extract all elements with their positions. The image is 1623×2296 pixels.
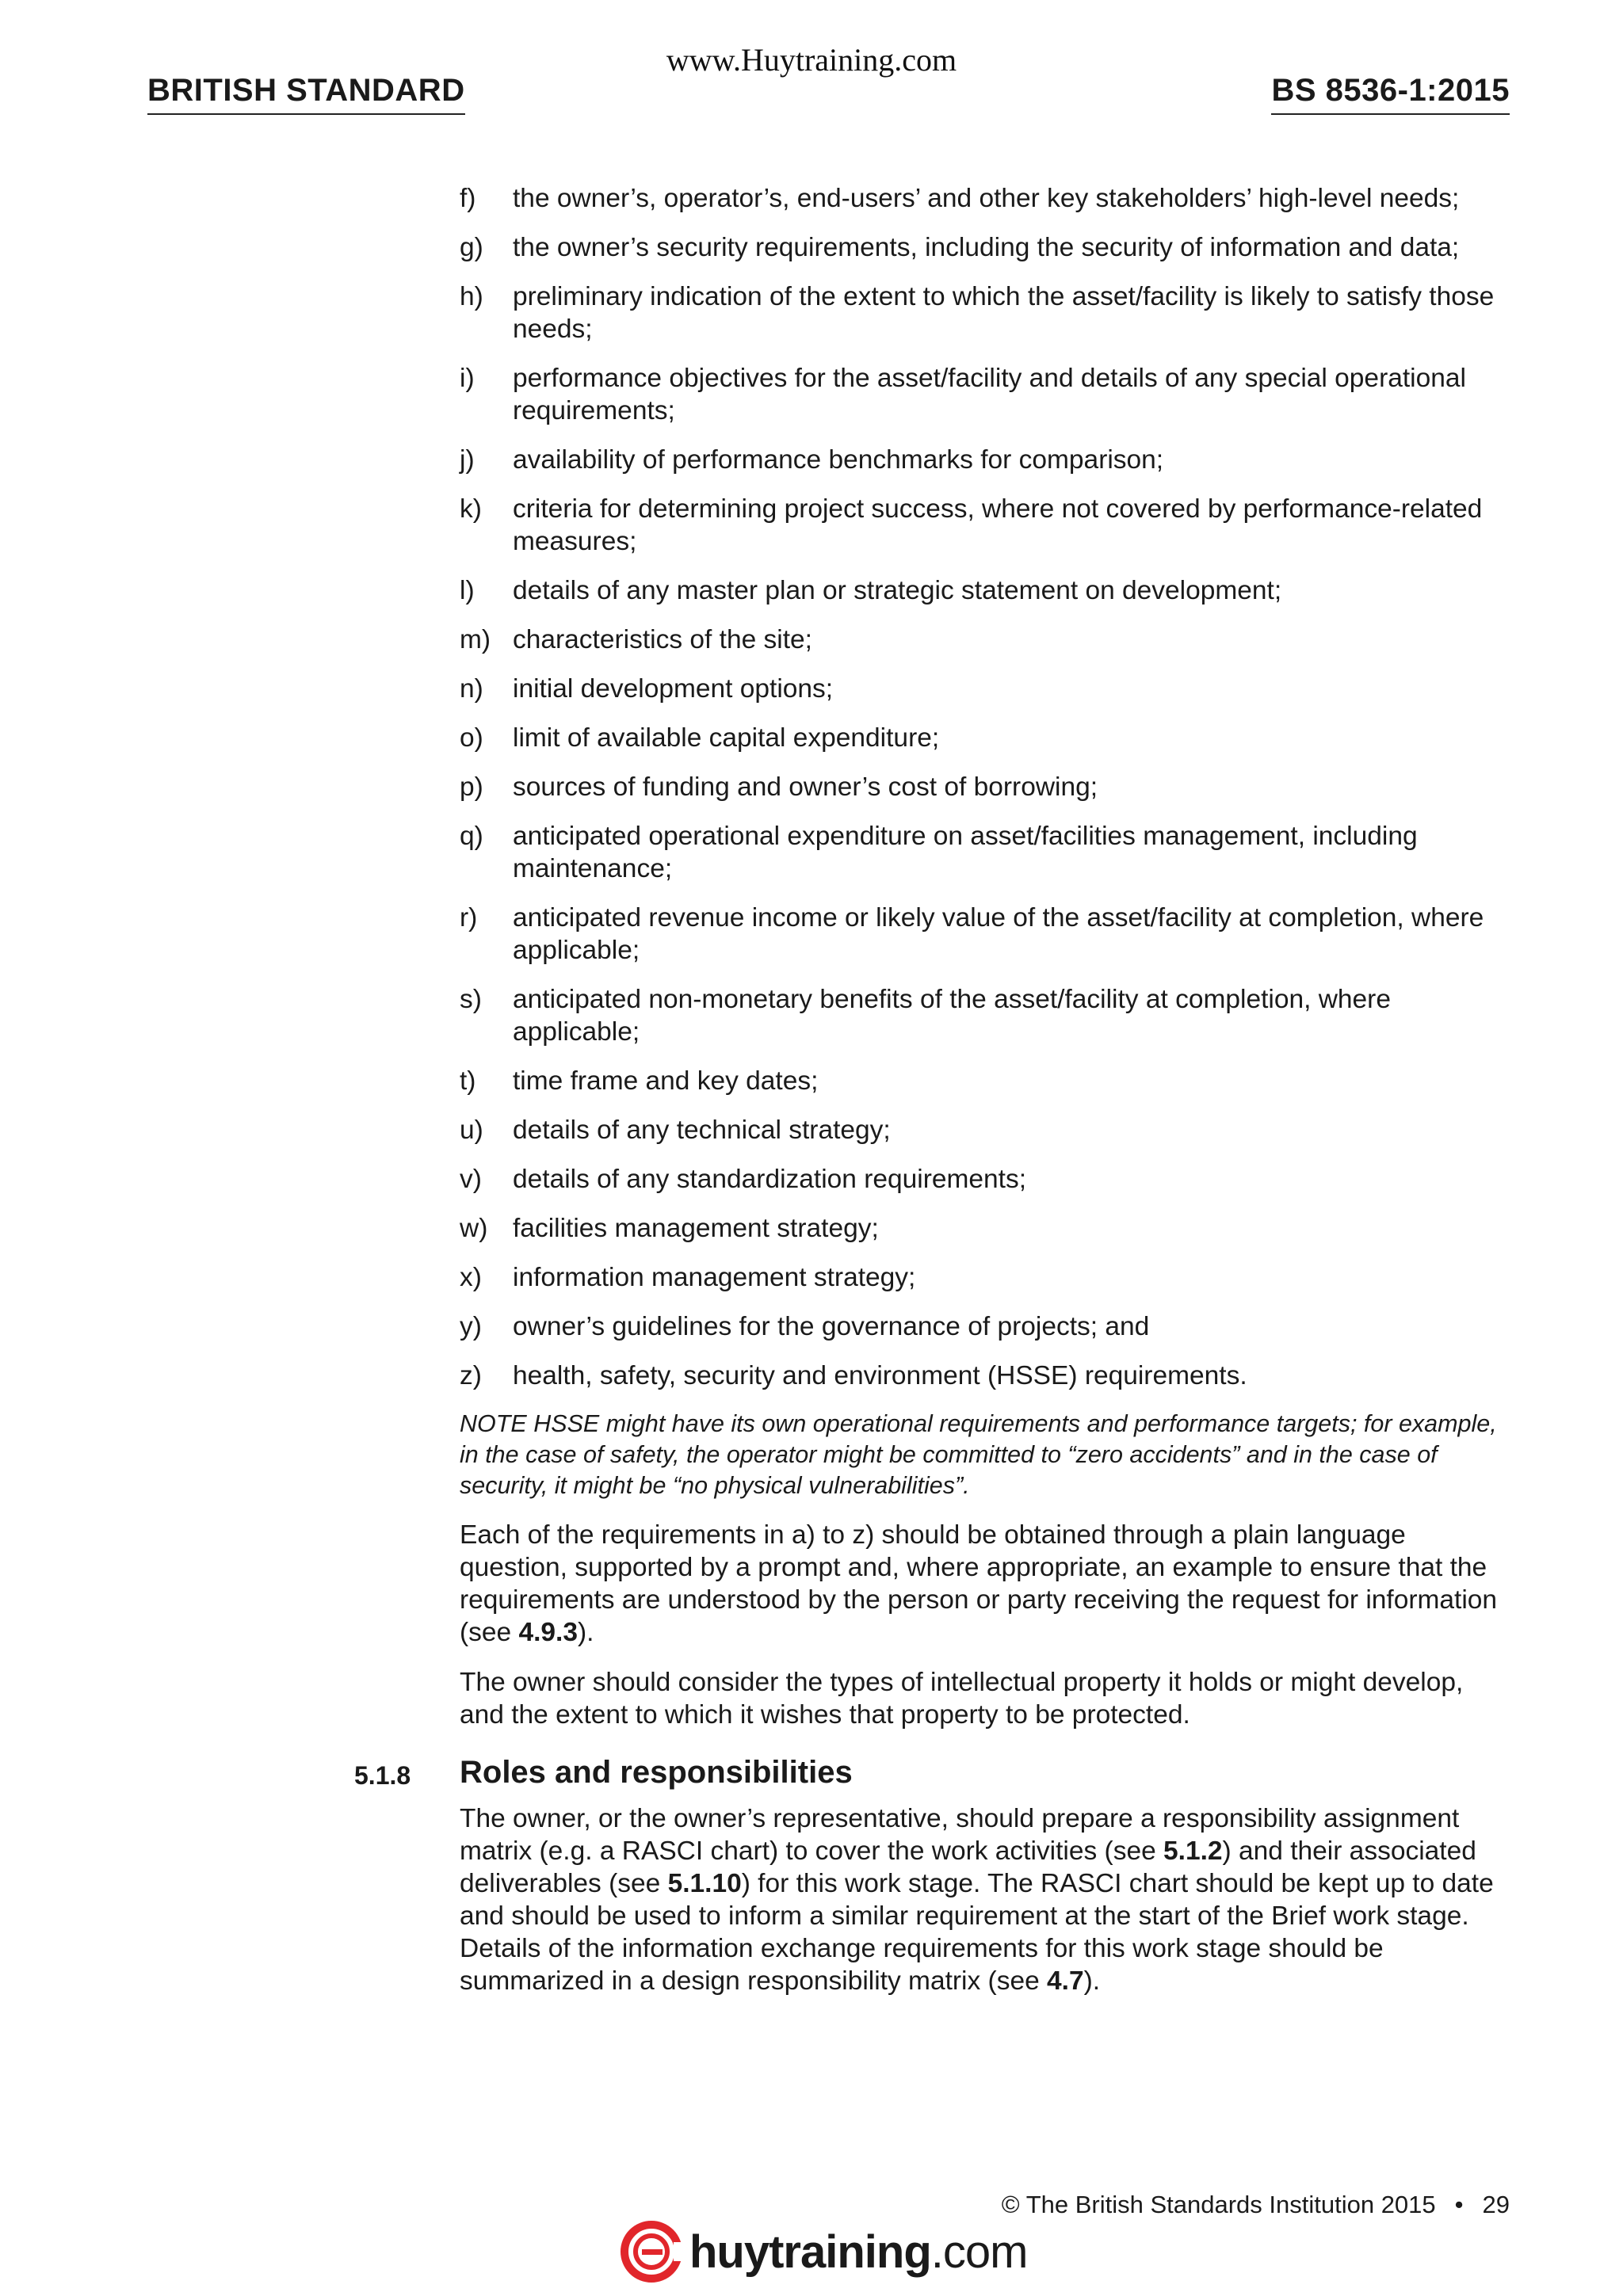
section-heading <box>354 1753 1514 1791</box>
list-text: facilities management strategy; <box>513 1214 879 1243</box>
logo-suffix: .com <box>930 2225 1028 2278</box>
para-text: Each of the requirements in a) to z) should be obtained through a plain language question, supported by a prompt and, where appropriate, an example to ensure that the requirements are understood by the person or party receiving the request for information (see <box>460 1520 1498 1647</box>
list-text: time frame and key dates; <box>513 1066 819 1096</box>
requirements-paragraph <box>460 1519 1514 1649</box>
clause-reference: 4.9.3 <box>518 1618 578 1647</box>
logo-name: huytraining <box>689 2225 931 2278</box>
clause-reference: 4.7 <box>1047 1966 1084 1996</box>
list-item <box>460 231 1514 264</box>
list-text: health, safety, security and environment (HSSE) requirements. <box>513 1361 1247 1390</box>
list-text: owner’s guidelines for the governance of projects; and <box>513 1312 1150 1341</box>
page-footer <box>1002 2190 1510 2220</box>
list-item <box>460 1114 1514 1146</box>
list-marker: n) <box>460 674 483 704</box>
list-text: details of any master plan or strategic statement on development; <box>513 576 1282 605</box>
list-marker: w) <box>460 1214 488 1243</box>
list-text: performance objectives for the asset/facility and details of any special operational requirements; <box>513 364 1466 425</box>
list-item <box>460 771 1514 803</box>
requirements-list <box>460 182 1514 1392</box>
list-marker: j) <box>460 445 475 475</box>
logo-wordmark <box>689 2225 1027 2279</box>
header-standard-label: BRITISH STANDARD <box>147 73 465 115</box>
list-item <box>460 574 1514 607</box>
list-text: availability of performance benchmarks for comparison; <box>513 445 1164 475</box>
list-text: preliminary indication of the extent to which the asset/facility is likely to satisfy those needs; <box>513 282 1495 344</box>
intellectual-property-paragraph: The owner should consider the types of intellectual property it holds or might develop, and the extent to which it wishes that property to be protected. <box>460 1668 1464 1730</box>
list-item <box>460 182 1514 215</box>
section-paragraph <box>460 1802 1514 1997</box>
list-marker: l) <box>460 576 475 605</box>
list-marker: m) <box>460 625 491 654</box>
list-marker: x) <box>460 1263 482 1292</box>
list-marker: f) <box>460 184 476 213</box>
list-item <box>460 1261 1514 1294</box>
list-item <box>460 362 1514 427</box>
list-text: initial development options; <box>513 674 834 704</box>
list-marker: v) <box>460 1165 482 1194</box>
list-text: limit of available capital expenditure; <box>513 723 940 753</box>
list-item <box>460 673 1514 705</box>
para-text: The owner, or the owner’s representative, should prepare a responsibility assignment matrix (e.g. a RASCI chart) to cover the work activities (see <box>460 1804 1460 1866</box>
list-item <box>460 624 1514 656</box>
list-marker: h) <box>460 282 483 311</box>
list-marker: q) <box>460 822 483 851</box>
clause-reference: 5.1.10 <box>667 1869 742 1898</box>
list-item <box>460 1163 1514 1196</box>
list-text: information management strategy; <box>513 1263 916 1292</box>
section-number: 5.1.8 <box>354 1761 411 1790</box>
huytraining-logo-icon <box>618 2218 685 2285</box>
list-marker: y) <box>460 1312 482 1341</box>
list-item <box>460 983 1514 1048</box>
list-marker: s) <box>460 985 482 1014</box>
list-text: the owner’s, operator’s, end-users’ and other key stakeholders’ high-level needs; <box>513 184 1460 213</box>
list-text: anticipated revenue income or likely value of the asset/facility at completion, where applicable; <box>513 903 1484 965</box>
list-marker: z) <box>460 1361 482 1390</box>
list-marker: k) <box>460 494 482 524</box>
list-item <box>460 493 1514 558</box>
para-text: ) for this work stage. The RASCI chart should be kept up to date and should be used to inform a similar requirement at the start of the Brief work stage. Details of the information exchange requirements for this work stage should be summarized in a design responsibility matrix (see <box>460 1869 1494 1996</box>
list-item <box>460 444 1514 476</box>
list-text: the owner’s security requirements, including the security of information and data; <box>513 233 1460 262</box>
list-text: details of any standardization requirements; <box>513 1165 1027 1194</box>
list-item <box>460 1212 1514 1245</box>
list-marker: t) <box>460 1066 476 1096</box>
para-text: ). <box>1083 1966 1101 1996</box>
para-text: ). <box>578 1618 594 1647</box>
list-marker: o) <box>460 723 483 753</box>
hsse-note: NOTE HSSE might have its own operational requirements and performance targets; for example, in the case of safety, the operator might be committed to “zero accidents” and in the case of security, it might be “no physical vulnerabilities”. <box>460 1410 1497 1499</box>
list-text: anticipated non-monetary benefits of the asset/facility at completion, where applicable; <box>513 985 1391 1047</box>
para-text: ) and their associated deliverables (see <box>460 1836 1476 1898</box>
main-content <box>354 182 1514 2015</box>
section-title: Roles and responsibilities <box>460 1755 853 1790</box>
footer-bullet: • <box>1454 2191 1464 2218</box>
list-item <box>460 1065 1514 1097</box>
page-number: 29 <box>1482 2191 1510 2218</box>
list-item <box>460 280 1514 345</box>
list-marker: r) <box>460 903 478 933</box>
list-item <box>460 820 1514 885</box>
list-text: anticipated operational expenditure on asset/facilities management, including maintenance; <box>513 822 1418 883</box>
list-item <box>460 902 1514 967</box>
list-marker: i) <box>460 364 475 393</box>
list-item <box>460 1360 1514 1392</box>
copyright-text: © The British Standards Institution 2015 <box>1001 2191 1436 2218</box>
watermark-url: www.Huytraining.com <box>666 42 957 78</box>
list-item <box>460 722 1514 754</box>
list-item <box>460 1310 1514 1343</box>
clause-reference: 5.1.2 <box>1163 1836 1223 1866</box>
list-marker: u) <box>460 1116 483 1145</box>
list-text: sources of funding and owner’s cost of borrowing; <box>513 772 1098 802</box>
list-text: details of any technical strategy; <box>513 1116 891 1145</box>
list-marker: g) <box>460 233 483 262</box>
list-text: criteria for determining project success, where not covered by performance-related measures; <box>513 494 1483 556</box>
header-standard-number: BS 8536-1:2015 <box>1271 73 1510 115</box>
list-text: characteristics of the site; <box>513 625 812 654</box>
huytraining-logo <box>618 2218 1027 2285</box>
list-marker: p) <box>460 772 483 802</box>
